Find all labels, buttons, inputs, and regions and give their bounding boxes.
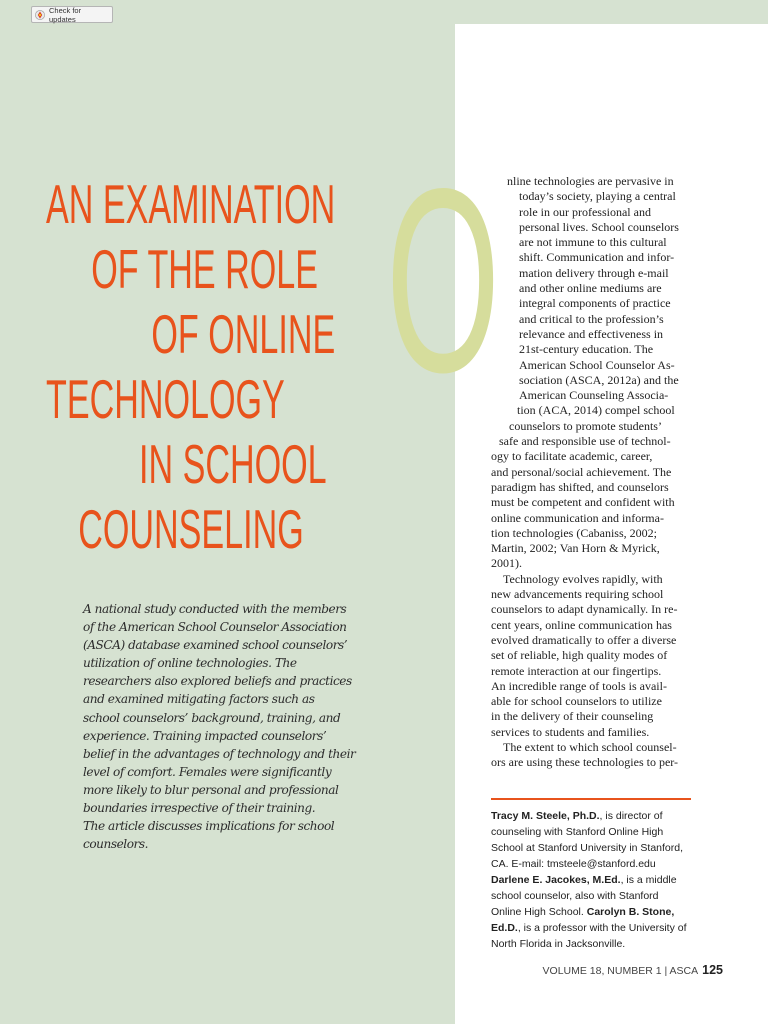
body-line: remote interaction at our fingertips. xyxy=(491,663,662,678)
abstract-line: The article discusses implications for school xyxy=(83,819,335,834)
body-line: cent years, online communication has xyxy=(491,617,672,632)
body-line: today’s society, playing a central xyxy=(519,189,676,204)
body-line: services to students and families. xyxy=(491,724,650,739)
abstract-line: counselors. xyxy=(83,837,149,852)
bio-line: Online High School. Carolyn B. Stone, xyxy=(491,906,675,918)
body-line: must be competent and confident with xyxy=(491,495,675,510)
bio-line: school counselor, also with Stanford xyxy=(491,890,659,902)
author-name: Tracy M. Steele, Ph.D. xyxy=(491,810,600,822)
abstract-line: and examined mitigating factors such as xyxy=(83,692,315,707)
title-line: TECHNOLOGY xyxy=(46,368,285,430)
body-line: are not immune to this cultural xyxy=(519,235,667,250)
body-line: American Counseling Associa- xyxy=(519,388,669,403)
body-line: safe and responsible use of technol- xyxy=(499,434,671,449)
bio-line: School at Stanford University in Stanford, xyxy=(491,842,684,854)
body-line: Martin, 2002; Van Horn & Myrick, xyxy=(491,541,660,556)
body-line: in the delivery of their counseling xyxy=(491,709,654,724)
abstract-line: utilization of online technologies. The xyxy=(83,656,297,671)
body-line: personal lives. School counselors xyxy=(519,219,679,234)
article-title xyxy=(46,172,336,562)
check-for-updates-label: Check for updates xyxy=(49,5,82,24)
body-line: and other online mediums are xyxy=(519,281,662,296)
body-line: counselors to adapt dynamically. In re- xyxy=(491,602,678,617)
body-line: tion technologies (Cabaniss, 2002; xyxy=(491,525,657,540)
body-line: set of reliable, high quality modes of xyxy=(491,648,668,663)
body-line: nline technologies are pervasive in xyxy=(507,174,674,188)
abstract-line: school counselors’ background, training, and xyxy=(83,710,341,725)
body-line: able for school counselors to utilize xyxy=(491,694,662,709)
author-name: Darlene E. Jacokes, M.Ed. xyxy=(491,874,621,886)
bio-line: Ed.D., is a professor with the University of xyxy=(491,922,687,934)
body-line: role in our professional and xyxy=(519,204,651,219)
bio-line: CA. E-mail: tmsteele@stanford.edu xyxy=(491,858,656,870)
body-line: tion (ACA, 2014) compel school xyxy=(517,403,675,418)
body-line: ors are using these technologies to per- xyxy=(491,755,679,770)
author-name: Ed.D. xyxy=(491,922,518,934)
article-abstract xyxy=(83,600,373,853)
abstract-line: researchers also explored beliefs and practices xyxy=(83,674,352,689)
author-name: Carolyn B. Stone, xyxy=(586,906,675,918)
title-line: IN SCHOOL xyxy=(139,433,327,495)
body-line: 2001). xyxy=(491,556,522,571)
drop-cap: O xyxy=(386,134,501,427)
check-for-updates-button[interactable] xyxy=(31,6,113,23)
article-body xyxy=(491,174,701,771)
abstract-line: A national study conducted with the members xyxy=(83,602,347,616)
bio-line: Darlene E. Jacokes, M.Ed., is a middle xyxy=(491,874,677,886)
bio-line: counseling with Stanford Online High xyxy=(491,826,664,838)
body-line: integral components of practice xyxy=(519,296,671,311)
body-line: Technology evolves rapidly, with xyxy=(503,571,663,586)
page-footer xyxy=(543,963,723,977)
abstract-line: more likely to blur personal and professional xyxy=(83,782,339,797)
top-strip-background xyxy=(455,0,768,24)
abstract-line: belief in the advantages of technology and their xyxy=(83,746,356,761)
body-line: The extent to which school counsel- xyxy=(503,739,677,754)
title-line: COUNSELING xyxy=(78,498,304,560)
body-line: evolved dramatically to offer a diverse xyxy=(491,632,677,647)
bio-line: Tracy M. Steele, Ph.D., is director of xyxy=(491,810,663,822)
body-line: relevance and effectiveness in xyxy=(519,326,664,341)
body-line: American School Counselor As- xyxy=(519,357,675,372)
body-line: An incredible range of tools is avail- xyxy=(491,678,667,693)
body-line: and critical to the profession’s xyxy=(519,311,664,326)
abstract-line: level of comfort. Females were significantly xyxy=(83,764,332,779)
body-line: paradigm has shifted, and counselors xyxy=(491,479,669,494)
abstract-line: boundaries irrespective of their training. xyxy=(83,801,316,816)
title-line: OF ONLINE xyxy=(151,303,336,365)
page-number: 125 xyxy=(702,963,723,977)
bio-line: North Florida in Jacksonville. xyxy=(491,938,626,950)
abstract-line: of the American School Counselor Association xyxy=(83,620,347,635)
body-line: ogy to facilitate academic, career, xyxy=(491,449,653,464)
title-line: AN EXAMINATION xyxy=(46,173,336,235)
body-line: online communication and informa- xyxy=(491,510,664,525)
bio-divider xyxy=(491,798,691,800)
body-line: mation delivery through e-mail xyxy=(519,265,669,280)
author-bios xyxy=(491,808,706,952)
body-line: counselors to promote students’ xyxy=(509,418,662,433)
body-line: sociation (ASCA, 2012a) and the xyxy=(519,372,679,387)
abstract-line: (ASCA) database examined school counselors’ xyxy=(83,638,348,653)
title-line: OF THE ROLE xyxy=(91,238,319,300)
body-line: shift. Communication and infor- xyxy=(519,250,675,265)
crossmark-icon xyxy=(35,10,45,20)
body-line: and personal/social achievement. The xyxy=(491,464,672,479)
abstract-line: experience. Training impacted counselors’ xyxy=(83,728,327,743)
body-line: 21st-century education. The xyxy=(519,342,654,357)
body-line: new advancements requiring school xyxy=(491,587,664,602)
volume-label: VOLUME 18, NUMBER 1 | ASCA xyxy=(542,965,699,977)
